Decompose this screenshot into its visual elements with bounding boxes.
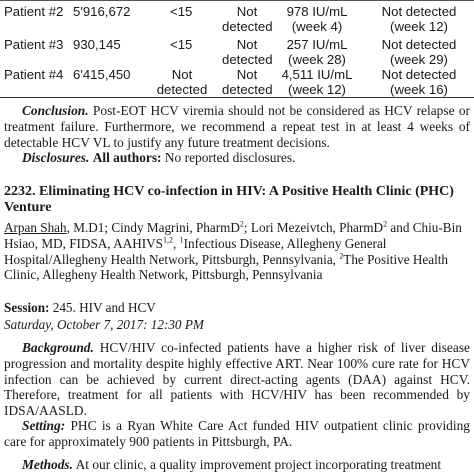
methods-label: Methods. (22, 457, 73, 472)
session-text: 245. HIV and HCV (52, 300, 156, 315)
table-bottom-rule (0, 97, 474, 98)
table-cell-patient: Patient #2 (4, 4, 64, 19)
table-cell-baseline: 5'916,672 (73, 4, 131, 19)
setting-label: Setting: (22, 418, 66, 433)
table-cell-week: Not detected (156, 67, 208, 97)
session-label: Session: (4, 300, 50, 315)
background-text: HCV/HIV co-infected patients have a higher risk of liver disease progression and mortality despite highly effective ART. Near 100% cure rate for HCV infection can be achieved by current direct-acting agents (DAA) against HCV. Therefore, treatment for all patients with HCV/HIV has been recommended by IDSA/AASLD. (4, 340, 470, 419)
presenting-author: Arpan Shah (4, 220, 67, 235)
table-cell-baseline: 6'415,450 (73, 67, 131, 82)
disclosures-paragraph (4, 150, 470, 166)
conclusion-text: Post-EOT HCV viremia should not be considered as HCV relapse or treatment failure. Furthermore, we recommend a repeat test in at least 4 weeks of detectable HCV VL to justify any future treatment decisions. (4, 103, 470, 150)
setting-text: PHC is a Ryan White Care Act funded HIV outpatient clinic providing care for approximately 900 patients in Pittsburgh, PA. (4, 418, 470, 449)
session-date: Saturday, October 7, 2017: 12:30 PM (4, 317, 204, 332)
conclusion-label: Conclusion. (22, 103, 89, 118)
table-cell-baseline: 930,145 (73, 37, 121, 52)
table-cell-col5: 257 IU/mL (week 28) (286, 37, 348, 67)
table-cell-col5: 4,511 IU/mL (week 12) (281, 67, 353, 97)
session-line (4, 300, 470, 316)
disclosures-text: No reported disclosures. (164, 150, 296, 165)
setting-paragraph (4, 418, 470, 450)
table-cell-col5: 978 IU/mL (week 4) (286, 4, 348, 34)
affiliation-1: Infectious Disease, Allegheny General Hospital/Allegheny Health Network, Pittsburgh, Pennsylvania, (4, 235, 387, 267)
results-table (0, 0, 474, 98)
background-paragraph (4, 340, 470, 419)
table-cell-col4: Not detected (222, 4, 273, 34)
table-cell-col4: Not detected (222, 67, 273, 97)
table-top-rule (0, 0, 474, 1)
table-cell-col6: Not detected (week 16) (381, 67, 457, 97)
table-cell-col4: Not detected (222, 37, 273, 67)
table-cell-patient: Patient #4 (4, 67, 64, 82)
table-cell-week: <15 (170, 4, 193, 19)
conclusion-paragraph (4, 103, 470, 150)
background-label: Background. (22, 340, 94, 355)
affiliation-2: The Positive Health Clinic, Allegheny Health Network, Pittsburgh, Pennsylvania (4, 251, 449, 283)
table-cell-patient: Patient #3 (4, 37, 64, 52)
disclosures-authors: All authors: (92, 150, 162, 165)
table-cell-week: <15 (170, 37, 193, 52)
methods-text: At our clinic, a quality improvement project incorporating treatment (75, 457, 442, 472)
abstract-title: 2232. Eliminating HCV co-infection in HIV: A Positive Health Clinic (PHC) Venture (4, 184, 454, 215)
table-cell-col6: Not detected (week 12) (381, 4, 457, 34)
methods-paragraph (4, 457, 470, 473)
disclosures-label: Disclosures. (22, 150, 90, 165)
author-list: Arpan Shah, M.D1; Cindy Magrini, PharmD$^2$; Lori Mezeivtch, PharmD$^2$ and Chiu-Bin Hsiao, MD, FIDSA, AAHIVS$^{1,2}$, $^1$Infectious Disease, Allegheny General Hospital/Allegheny Health Network, Pittsburgh, Pennsylvania, $^2$The Positive Health Clinic, Allegheny Health Network, Pittsburgh, Pennsylvania (4, 219, 462, 283)
table-cell-col6: Not detected (week 29) (381, 37, 457, 67)
